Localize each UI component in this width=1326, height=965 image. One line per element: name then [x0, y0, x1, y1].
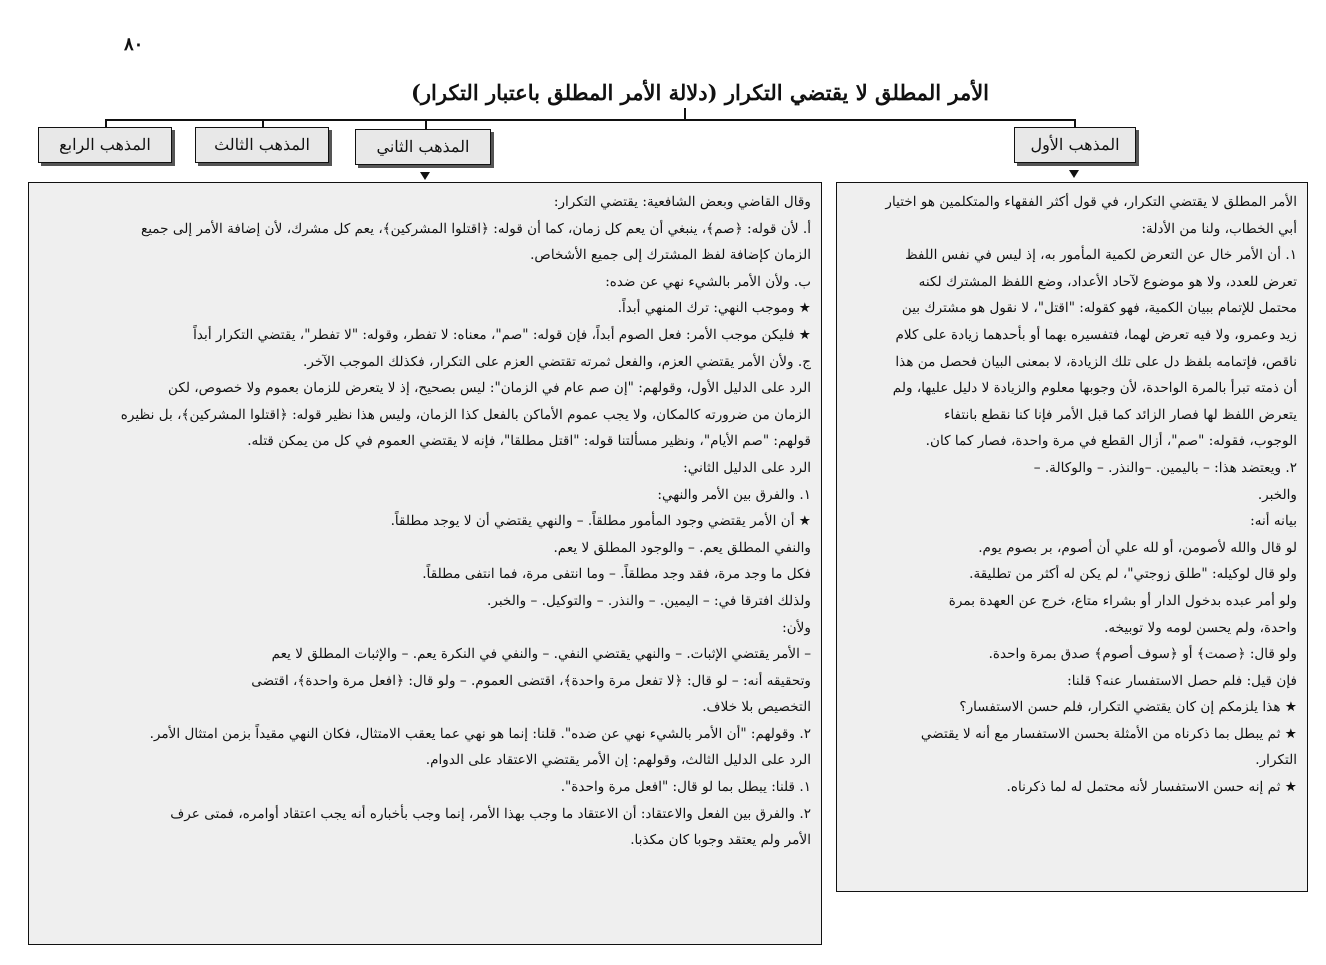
- panel-line: أبي الخطاب، ولنا من الأدلة:: [1141, 220, 1297, 237]
- panel-line: أ. لأن قوله: ﴿صم﴾، ينبغي أن يعم كل زمان، كما أن قوله: ﴿اقتلوا المشركين﴾، يعم كل مشرك، لأن إضافة الأمر إلى جميع: [140, 220, 811, 237]
- panel-line: محتمل للإتمام ببيان الكمية، فهو كقوله: "اقتل"، لا نقول هو مشترك بين: [901, 300, 1297, 317]
- panel-line: الزمان من ضرورته كالمكان، ولا يجب عموم الأماكن بالفعل كذا الزمان، وليس هذا نظير قوله: ﴿اقتلوا المشركين﴾، بل نظيره: [120, 406, 811, 423]
- first-opinion-panel: [836, 182, 1308, 892]
- panel-line: وقال القاضي وبعض الشافعية: يقتضي التكرار:: [553, 194, 811, 210]
- panel-line: الوجوب، فقوله: "صم"، أزال القطع في مرة واحدة، فصار كما كان.: [925, 433, 1297, 450]
- panel-line: ★ أن الأمر يقتضي وجود المأمور مطلقاً. – والنهي يقتضي أن لا يوجد مطلقاً.: [390, 513, 811, 530]
- panel-line: فإن قيل: فلم حصل الاستفسار عنه؟ قلنا:: [1067, 672, 1297, 689]
- panel-line: ★ ثم يبطل بما ذكرناه من الأمثلة بحسن الاستفسار مع أنه لا يقتضي: [920, 725, 1297, 742]
- panel-line: الأمر المطلق لا يقتضي التكرار، في قول أكثر الفقهاء والمتكلمين هو اختيار: [885, 194, 1297, 210]
- panel-line: ٢. والفرق بين الفعل والاعتقاد: أن الاعتقاد ما وجب بهذا الأمر، إنما وجب بأخباره أنه يجب اعتقاد أوامره، فمتى عرف: [170, 805, 811, 822]
- connector-branch-4: [105, 119, 107, 127]
- panel-line: ولو قال لوكيله: "طلق زوجتي"، لم يكن له أكثر من تطليقة.: [969, 566, 1297, 583]
- panel-line: الرد على الدليل الثاني:: [683, 459, 811, 476]
- panel-line: التكرار.: [1255, 752, 1297, 769]
- panel-line: ناقص، فإتمامه بلفظ دل على تلك الزيادة، لا بمعنى البيان فحصل من هذا: [895, 353, 1297, 370]
- panel-line: ولأن:: [782, 619, 811, 636]
- branch-box-3: المذهب الثالث: [195, 127, 329, 163]
- panel-line: لو قال والله لأصومن، أو لله علي أن أصوم، بر بصوم يوم.: [978, 539, 1297, 556]
- panel-line: الزمان كإضافة لفظ المشترك إلى جميع الأشخاص.: [530, 247, 811, 264]
- connector-branch-3: [262, 119, 264, 127]
- panel-line: ١. أن الأمر خال عن التعرض لكمية المأمور به، إذ ليس في نفس اللفظ: [905, 247, 1297, 264]
- panel-line: ★ هذا يلزمكم إن كان يقتضي التكرار، فلم حسن الاستفسار؟: [959, 699, 1297, 716]
- connector-branch-2: [425, 119, 427, 129]
- panel-line: يتعرض اللفظ لها فصار الزائد كما قبل الأمر فإنا كنا نقطع بانتفاء: [944, 406, 1297, 423]
- panel-line: ولو قال: ﴿صمت﴾ أو ﴿سوف أصوم﴾ صدق بمرة واحدة.: [988, 646, 1297, 663]
- panel-line: الرد على الدليل الأول، وقولهم: "إن صم عام في الزمان": ليس بصحيح، إذ لا يتعرض للزمان بعموم ولا خصوص، لكن: [167, 380, 811, 397]
- branch-box-4: المذهب الرابع: [38, 127, 172, 163]
- panel-line: والخبر.: [1257, 486, 1297, 503]
- panel-line: بيانه أنه:: [1250, 513, 1297, 530]
- connector-horizontal: [105, 119, 1075, 121]
- panel-line: ب. ولأن الأمر بالشيء نهي عن ضده:: [605, 273, 811, 290]
- panel-line: ٢. ويعتضد هذا: – باليمين. –والنذر. – والوكالة. –: [1033, 459, 1297, 476]
- arrow-down-icon: [1069, 170, 1079, 178]
- connector-branch-1: [1074, 119, 1076, 127]
- panel-line: ١. قلنا: يبطل بما لو قال: "افعل مرة واحدة".: [560, 779, 811, 796]
- panel-line: – الأمر يقتضي الإثبات. – والنهي يقتضي النفي. – والنفي في النكرة يعم. – والإثبات المطلق لا يعم: [271, 646, 811, 663]
- panel-line: والنفي المطلق يعم. – والوجود المطلق لا يعم.: [553, 539, 811, 556]
- panel-line: وتحقيقه أنه: – لو قال: ﴿لا تفعل مرة واحدة﴾، اقتضى العموم. – ولو قال: ﴿افعل مرة واحدة﴾، اقتضى: [251, 672, 811, 689]
- panel-line: ★ وموجب النهي: ترك المنهي أبداً.: [617, 300, 811, 317]
- panel-line: ولذلك افترقا في: – اليمين. – والنذر. – والتوكيل. – والخبر.: [487, 592, 811, 609]
- panel-line: تعرض للعدد، ولا هو موضوع لآحاد الأعداد، وضع اللفظ المشترك لكنه: [918, 273, 1297, 290]
- panel-line: ★ فليكن موجب الأمر: فعل الصوم أبداً، فإن قوله: "صم"، معناه: لا تفطر، وقوله: "لا تفطر"، يقتضي التكرار أبداً: [193, 326, 811, 343]
- panel-line: ١. والفرق بين الأمر والنهي:: [657, 486, 811, 503]
- panel-line: واحدة، ولم يحسن لومه ولا توبيخه.: [1104, 619, 1297, 636]
- panel-line: ج. ولأن الأمر يقتضي العزم، والفعل ثمرته تقتضي العزم على التكرار، فكذلك الموجب الآخر.: [303, 353, 811, 370]
- branch-box-1: المذهب الأول: [1014, 127, 1136, 163]
- panel-line: أن ذمته تبرأ بالمرة الواحدة، لأن وجوبها معلوم والزيادة لا دليل عليها، ولم: [892, 380, 1297, 397]
- panel-line: فكل ما وجد مرة، فقد وجد مطلقاً. – وما انتفى مرة، فما انتفى مطلقاً.: [422, 566, 811, 583]
- panel-line: ٢. وقولهم: "أن الأمر بالشيء نهي عن ضده". قلنا: إنما هو نهي عما يعقب الامتثال، فكان النهي مقيداً بزمن امتثال الأمر.: [149, 725, 811, 742]
- branch-box-2: المذهب الثاني: [355, 129, 491, 165]
- second-opinion-panel: [28, 182, 822, 945]
- panel-line: زيد وعمرو، ولا فيه تعرض لهما، فتفسيره بهما أو بأحدهما زيادة على كلام: [895, 326, 1297, 343]
- panel-line: ولو أمر عبده بدخول الدار أو بشراء متاع، خرج عن العهدة بمرة: [948, 592, 1297, 609]
- panel-line: التخصيص بلا خلاف.: [702, 699, 811, 716]
- page-title: الأمر المطلق لا يقتضي التكرار (دلالة الأمر المطلق باعتبار التكرار): [410, 80, 990, 105]
- panel-line: ★ ثم إنه حسن الاستفسار لأنه محتمل له لما ذكرناه.: [1006, 779, 1297, 796]
- panel-line: الأمر ولم يعتقد وجوبا كان مكذبا.: [630, 832, 811, 849]
- arrow-down-icon: [420, 172, 430, 180]
- panel-line: قولهم: "صم الأيام"، ونظير مسألتنا قوله: "اقتل مطلقا"، فإنه لا يقتضي العموم في كل من يمكن قتله.: [247, 433, 811, 450]
- page-number: ٨٠: [124, 34, 144, 55]
- panel-line: الرد على الدليل الثالث، وقولهم: إن الأمر يقتضي الاعتقاد على الدوام.: [425, 752, 811, 769]
